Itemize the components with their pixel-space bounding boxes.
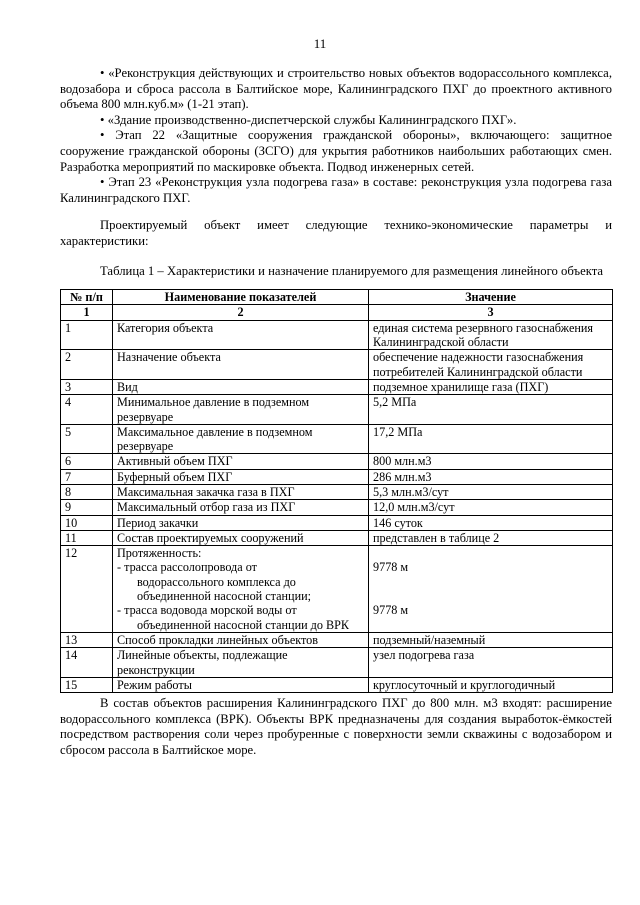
table-row — [61, 648, 613, 678]
row-name: Буферный объем ПХГ — [113, 469, 369, 484]
row-number: 10 — [61, 515, 113, 530]
bullet-item: • Этап 23 «Реконструкция узла подогрева газа» в составе: реконструкция узла подогрева газа Калининградского ПХГ. — [60, 175, 612, 205]
row-number: 2 — [61, 350, 113, 380]
row-name: Назначение объекта — [113, 350, 369, 380]
row-value — [369, 546, 613, 633]
bullet-item: • Этап 22 «Защитные сооружения гражданской обороны», включающего: защитное сооружение гражданской обороны (ЗСГО) для укрытия работников наибольших работающих смен. Разработка мероприятий по маскировке объекта. Подвод инженерных сетей. — [60, 128, 612, 174]
page-content — [60, 66, 612, 759]
row-value: представлен в таблице 2 — [369, 530, 613, 545]
table-row — [61, 515, 613, 530]
water-line-1: - трасса водовода морской воды от — [117, 603, 297, 618]
row-number: 9 — [61, 500, 113, 515]
table-row — [61, 350, 613, 380]
header-cell: Наименование показателей — [113, 290, 369, 305]
row-name: Состав проектируемых сооружений — [113, 530, 369, 545]
row-value: 800 млн.м3 — [369, 454, 613, 469]
table-row — [61, 320, 613, 350]
row-value: круглосуточный и круглогодичный — [369, 677, 613, 692]
table-row — [61, 632, 613, 647]
row-value: 17,2 МПа — [369, 424, 613, 454]
row-value: 146 суток — [369, 515, 613, 530]
table-row — [61, 500, 613, 515]
table-row — [61, 395, 613, 425]
characteristics-table — [60, 289, 613, 693]
row-value: 5,3 млн.м3/сут — [369, 484, 613, 499]
row-value: 5,2 МПа — [369, 395, 613, 425]
row-number: 7 — [61, 469, 113, 484]
row-name: Режим работы — [113, 677, 369, 692]
row-name: Вид — [113, 379, 369, 394]
row-name: Максимальный отбор газа из ПХГ — [113, 500, 369, 515]
row-name: Способ прокладки линейных объектов — [113, 632, 369, 647]
row-value: 286 млн.м3 — [369, 469, 613, 484]
row-name: Максимальная закачка газа в ПХГ — [113, 484, 369, 499]
closing-paragraph: В состав объектов расширения Калининградского ПХГ до 800 млн. м3 входят: расширение водорассольного комплекса (ВРК). Объекты ВРК предназначены для создания выработок-ёмкостей посредством растворения соли через пробуренные с поверхности земли скважины с водозабором и сбросом рассола в Балтийское море. — [60, 696, 612, 757]
table-row — [61, 484, 613, 499]
brine-length: 9778 м — [373, 560, 409, 575]
column-number: 1 — [61, 305, 113, 320]
row-value: единая система резервного газоснабжения Калининградской области — [369, 320, 613, 350]
row-number: 11 — [61, 530, 113, 545]
row-number: 6 — [61, 454, 113, 469]
row-number: 8 — [61, 484, 113, 499]
row-number: 13 — [61, 632, 113, 647]
row-number: 15 — [61, 677, 113, 692]
table-row — [61, 469, 613, 484]
row-name: Минимальное давление в подземном резервуаре — [113, 395, 369, 425]
column-number-row — [61, 305, 613, 320]
page-number: 11 — [313, 36, 327, 51]
length-title: Протяженность: — [117, 546, 202, 561]
row-number: 3 — [61, 379, 113, 394]
row-number: 12 — [61, 546, 113, 633]
table-row — [61, 454, 613, 469]
row-number: 1 — [61, 320, 113, 350]
intro-paragraph: Проектируемый объект имеет следующие технико-экономические параметры и характеристики: — [60, 218, 612, 248]
table-row — [61, 379, 613, 394]
table-row-length — [61, 546, 613, 633]
row-name: Активный объем ПХГ — [113, 454, 369, 469]
water-line-2: объединенной насосной станции до ВРК — [137, 617, 350, 632]
table-caption: Таблица 1 – Характеристики и назначение планируемого для размещения линейного объекта — [100, 263, 604, 278]
row-number: 4 — [61, 395, 113, 425]
table-row — [61, 424, 613, 454]
row-value: подземное хранилище газа (ПХГ) — [369, 379, 613, 394]
row-name — [113, 546, 369, 633]
header-cell: Значение — [369, 290, 613, 305]
table-header-row — [61, 290, 613, 305]
row-value: обеспечение надежности газоснабжения потребителей Калининградской области — [369, 350, 613, 380]
table-row — [61, 677, 613, 692]
row-name: Категория объекта — [113, 320, 369, 350]
bullet-item: • «Реконструкция действующих и строительство новых объектов водорассольного комплекса, водозабора и сброса рассола в Балтийское море, Калининградского ПХГ до проектного активного объема 800 млн.куб.м» (1-21 этап). — [60, 66, 612, 112]
water-length: 9778 м — [373, 603, 409, 618]
row-number: 14 — [61, 648, 113, 678]
header-cell: № п/п — [61, 290, 113, 305]
row-name: Максимальное давление в подземном резервуаре — [113, 424, 369, 454]
brine-line-1: - трасса рассолопровода от — [117, 560, 257, 575]
row-number: 5 — [61, 424, 113, 454]
brine-line-3: объединенной насосной станции; — [137, 589, 312, 604]
column-number: 3 — [369, 305, 613, 320]
row-value: подземный/наземный — [369, 632, 613, 647]
table-row — [61, 530, 613, 545]
row-value: 12,0 млн.м3/сут — [369, 500, 613, 515]
column-number: 2 — [113, 305, 369, 320]
bullet-item: • «Здание производственно-диспетчерской службы Калининградского ПХГ». — [100, 112, 517, 127]
row-name: Период закачки — [113, 515, 369, 530]
row-value: узел подогрева газа — [369, 648, 613, 678]
row-name: Линейные объекты, подлежащие реконструкции — [113, 648, 369, 678]
brine-line-2: водорассольного комплекса до — [137, 574, 296, 589]
